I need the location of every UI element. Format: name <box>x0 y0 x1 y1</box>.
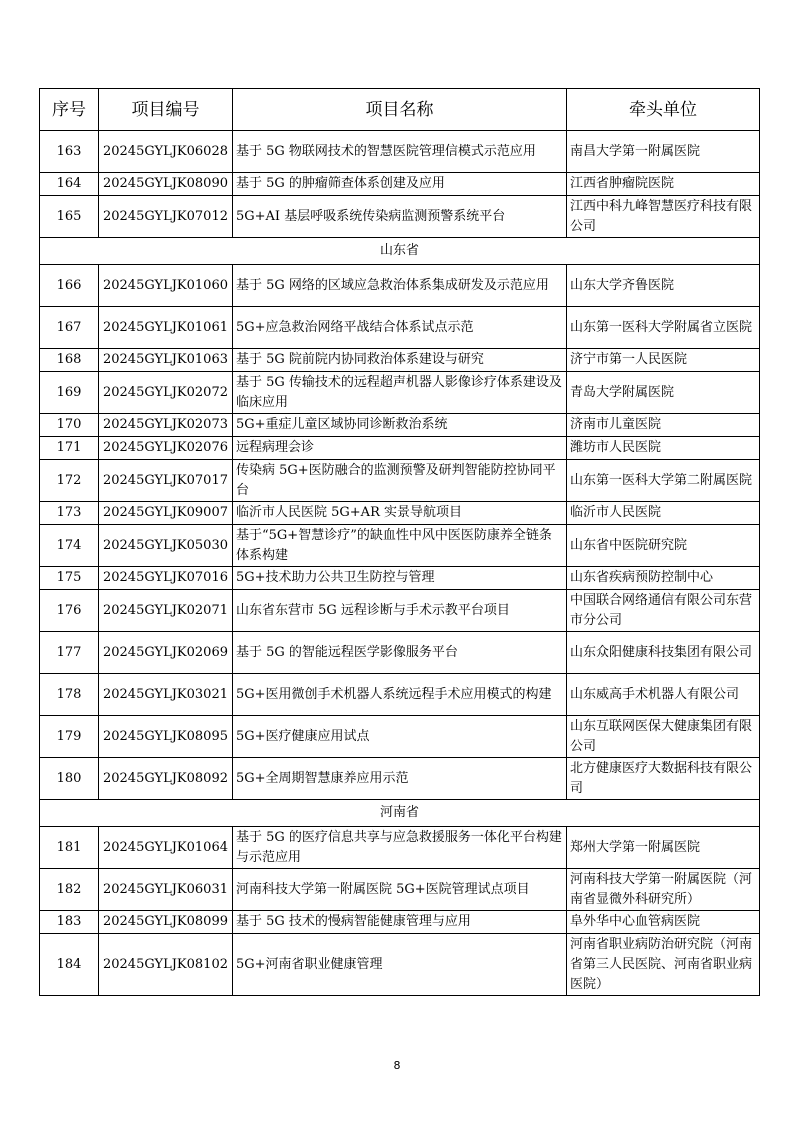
cell-index: 180 <box>40 758 99 800</box>
cell-unit: 济南市儿童医院 <box>567 414 760 437</box>
cell-unit: 河南省职业病防治研究院（河南省第三人民医院、河南省职业病医院） <box>567 934 760 996</box>
cell-name: 5G+医疗健康应用试点 <box>233 716 567 758</box>
cell-unit: 江西省肿瘤院医院 <box>567 173 760 196</box>
cell-code: 20245GYLJK03021 <box>99 674 233 716</box>
table-row <box>40 349 760 372</box>
cell-index: 167 <box>40 307 99 349</box>
header-name: 项目名称 <box>233 89 567 131</box>
cell-unit: 山东威高手术机器人有限公司 <box>567 674 760 716</box>
cell-index: 175 <box>40 567 99 590</box>
cell-code: 20245GYLJK05030 <box>99 525 233 567</box>
cell-name: 基于 5G 的医疗信息共享与应急救援服务一体化平台构建与示范应用 <box>233 827 567 869</box>
cell-name: 基于“5G+智慧诊疗”的缺血性中风中医医防康养全链条体系构建 <box>233 525 567 567</box>
cell-code: 20245GYLJK06028 <box>99 131 233 173</box>
cell-index: 177 <box>40 632 99 674</box>
province-section-row <box>40 800 760 827</box>
cell-index: 168 <box>40 349 99 372</box>
cell-index: 165 <box>40 196 99 238</box>
cell-code: 20245GYLJK08095 <box>99 716 233 758</box>
cell-unit: 潍坊市人民医院 <box>567 437 760 460</box>
cell-code: 20245GYLJK02071 <box>99 590 233 632</box>
cell-unit: 河南科技大学第一附属医院（河南省显微外科研究所） <box>567 869 760 911</box>
table-row <box>40 911 760 934</box>
cell-index: 172 <box>40 460 99 502</box>
cell-name: 山东省东营市 5G 远程诊断与手术示教平台项目 <box>233 590 567 632</box>
table-row <box>40 372 760 414</box>
page-number: 8 <box>393 1059 401 1072</box>
cell-code: 20245GYLJK07012 <box>99 196 233 238</box>
cell-index: 163 <box>40 131 99 173</box>
table-header-row <box>40 89 760 131</box>
cell-index: 166 <box>40 265 99 307</box>
cell-name: 5G+全周期智慧康养应用示范 <box>233 758 567 800</box>
cell-code: 20245GYLJK02069 <box>99 632 233 674</box>
table-row <box>40 173 760 196</box>
table-row <box>40 525 760 567</box>
cell-unit: 青岛大学附属医院 <box>567 372 760 414</box>
cell-code: 20245GYLJK01063 <box>99 349 233 372</box>
cell-name: 5G+河南省职业健康管理 <box>233 934 567 996</box>
province-section-row <box>40 238 760 265</box>
cell-unit: 南昌大学第一附属医院 <box>567 131 760 173</box>
cell-unit: 山东众阳健康科技集团有限公司 <box>567 632 760 674</box>
table-row <box>40 758 760 800</box>
cell-index: 184 <box>40 934 99 996</box>
cell-code: 20245GYLJK07016 <box>99 567 233 590</box>
table-row <box>40 502 760 525</box>
cell-code: 20245GYLJK02073 <box>99 414 233 437</box>
cell-unit: 山东大学齐鲁医院 <box>567 265 760 307</box>
cell-unit: 阜外华中心血管病医院 <box>567 911 760 934</box>
cell-index: 178 <box>40 674 99 716</box>
cell-name: 基于 5G 网络的区域应急救治体系集成研发及示范应用 <box>233 265 567 307</box>
table-body <box>40 131 760 996</box>
cell-unit: 山东省疾病预防控制中心 <box>567 567 760 590</box>
cell-code: 20245GYLJK02076 <box>99 437 233 460</box>
table-row <box>40 460 760 502</box>
cell-index: 181 <box>40 827 99 869</box>
cell-unit: 临沂市人民医院 <box>567 502 760 525</box>
province-section-title: 河南省 <box>40 800 760 827</box>
cell-index: 170 <box>40 414 99 437</box>
cell-name: 5G+医用微创手术机器人系统远程手术应用模式的构建 <box>233 674 567 716</box>
cell-name: 基于 5G 的智能远程医学影像服务平台 <box>233 632 567 674</box>
cell-unit: 江西中科九峰智慧医疗科技有限公司 <box>567 196 760 238</box>
table-row <box>40 307 760 349</box>
cell-code: 20245GYLJK06031 <box>99 869 233 911</box>
cell-index: 182 <box>40 869 99 911</box>
cell-unit: 济宁市第一人民医院 <box>567 349 760 372</box>
cell-index: 173 <box>40 502 99 525</box>
table-row <box>40 567 760 590</box>
table-row <box>40 437 760 460</box>
cell-index: 183 <box>40 911 99 934</box>
cell-name: 基于 5G 技术的慢病智能健康管理与应用 <box>233 911 567 934</box>
cell-code: 20245GYLJK01064 <box>99 827 233 869</box>
cell-code: 20245GYLJK01061 <box>99 307 233 349</box>
cell-code: 20245GYLJK07017 <box>99 460 233 502</box>
cell-name: 基于 5G 传输技术的远程超声机器人影像诊疗体系建设及临床应用 <box>233 372 567 414</box>
cell-index: 176 <box>40 590 99 632</box>
cell-code: 20245GYLJK02072 <box>99 372 233 414</box>
cell-unit: 北方健康医疗大数据科技有限公司 <box>567 758 760 800</box>
cell-name: 远程病理会诊 <box>233 437 567 460</box>
cell-name: 基于 5G 的肿瘤筛查体系创建及应用 <box>233 173 567 196</box>
header-index: 序号 <box>40 89 99 131</box>
cell-name: 5G+重症儿童区域协同诊断救治系统 <box>233 414 567 437</box>
cell-code: 20245GYLJK08099 <box>99 911 233 934</box>
cell-code: 20245GYLJK01060 <box>99 265 233 307</box>
cell-name: 传染病 5G+医防融合的监测预警及研判智能防控协同平台 <box>233 460 567 502</box>
cell-name: 基于 5G 院前院内协同救治体系建设与研究 <box>233 349 567 372</box>
cell-unit: 山东互联网医保大健康集团有限公司 <box>567 716 760 758</box>
cell-name: 河南科技大学第一附属医院 5G+医院管理试点项目 <box>233 869 567 911</box>
table-row <box>40 716 760 758</box>
cell-unit: 山东第一医科大学第二附属医院 <box>567 460 760 502</box>
table-row <box>40 131 760 173</box>
table-row <box>40 590 760 632</box>
table-row <box>40 196 760 238</box>
table-row <box>40 674 760 716</box>
cell-code: 20245GYLJK08092 <box>99 758 233 800</box>
cell-unit: 山东第一医科大学附属省立医院 <box>567 307 760 349</box>
cell-index: 179 <box>40 716 99 758</box>
table-row <box>40 934 760 996</box>
cell-index: 174 <box>40 525 99 567</box>
cell-code: 20245GYLJK08102 <box>99 934 233 996</box>
header-unit: 牵头单位 <box>567 89 760 131</box>
cell-name: 5G+技术助力公共卫生防控与管理 <box>233 567 567 590</box>
table-row <box>40 869 760 911</box>
cell-name: 基于 5G 物联网技术的智慧医院管理信模式示范应用 <box>233 131 567 173</box>
cell-index: 169 <box>40 372 99 414</box>
province-section-title: 山东省 <box>40 238 760 265</box>
table-row <box>40 265 760 307</box>
cell-code: 20245GYLJK09007 <box>99 502 233 525</box>
cell-unit: 中国联合网络通信有限公司东营市分公司 <box>567 590 760 632</box>
header-code: 项目编号 <box>99 89 233 131</box>
table-row <box>40 827 760 869</box>
cell-name: 5G+应急救治网络平战结合体系试点示范 <box>233 307 567 349</box>
cell-unit: 山东省中医院研究院 <box>567 525 760 567</box>
table-row <box>40 414 760 437</box>
cell-index: 171 <box>40 437 99 460</box>
cell-name: 5G+AI 基层呼吸系统传染病监测预警系统平台 <box>233 196 567 238</box>
cell-code: 20245GYLJK08090 <box>99 173 233 196</box>
table-row <box>40 632 760 674</box>
cell-unit: 郑州大学第一附属医院 <box>567 827 760 869</box>
project-table <box>39 88 760 996</box>
cell-index: 164 <box>40 173 99 196</box>
cell-name: 临沂市人民医院 5G+AR 实景导航项目 <box>233 502 567 525</box>
